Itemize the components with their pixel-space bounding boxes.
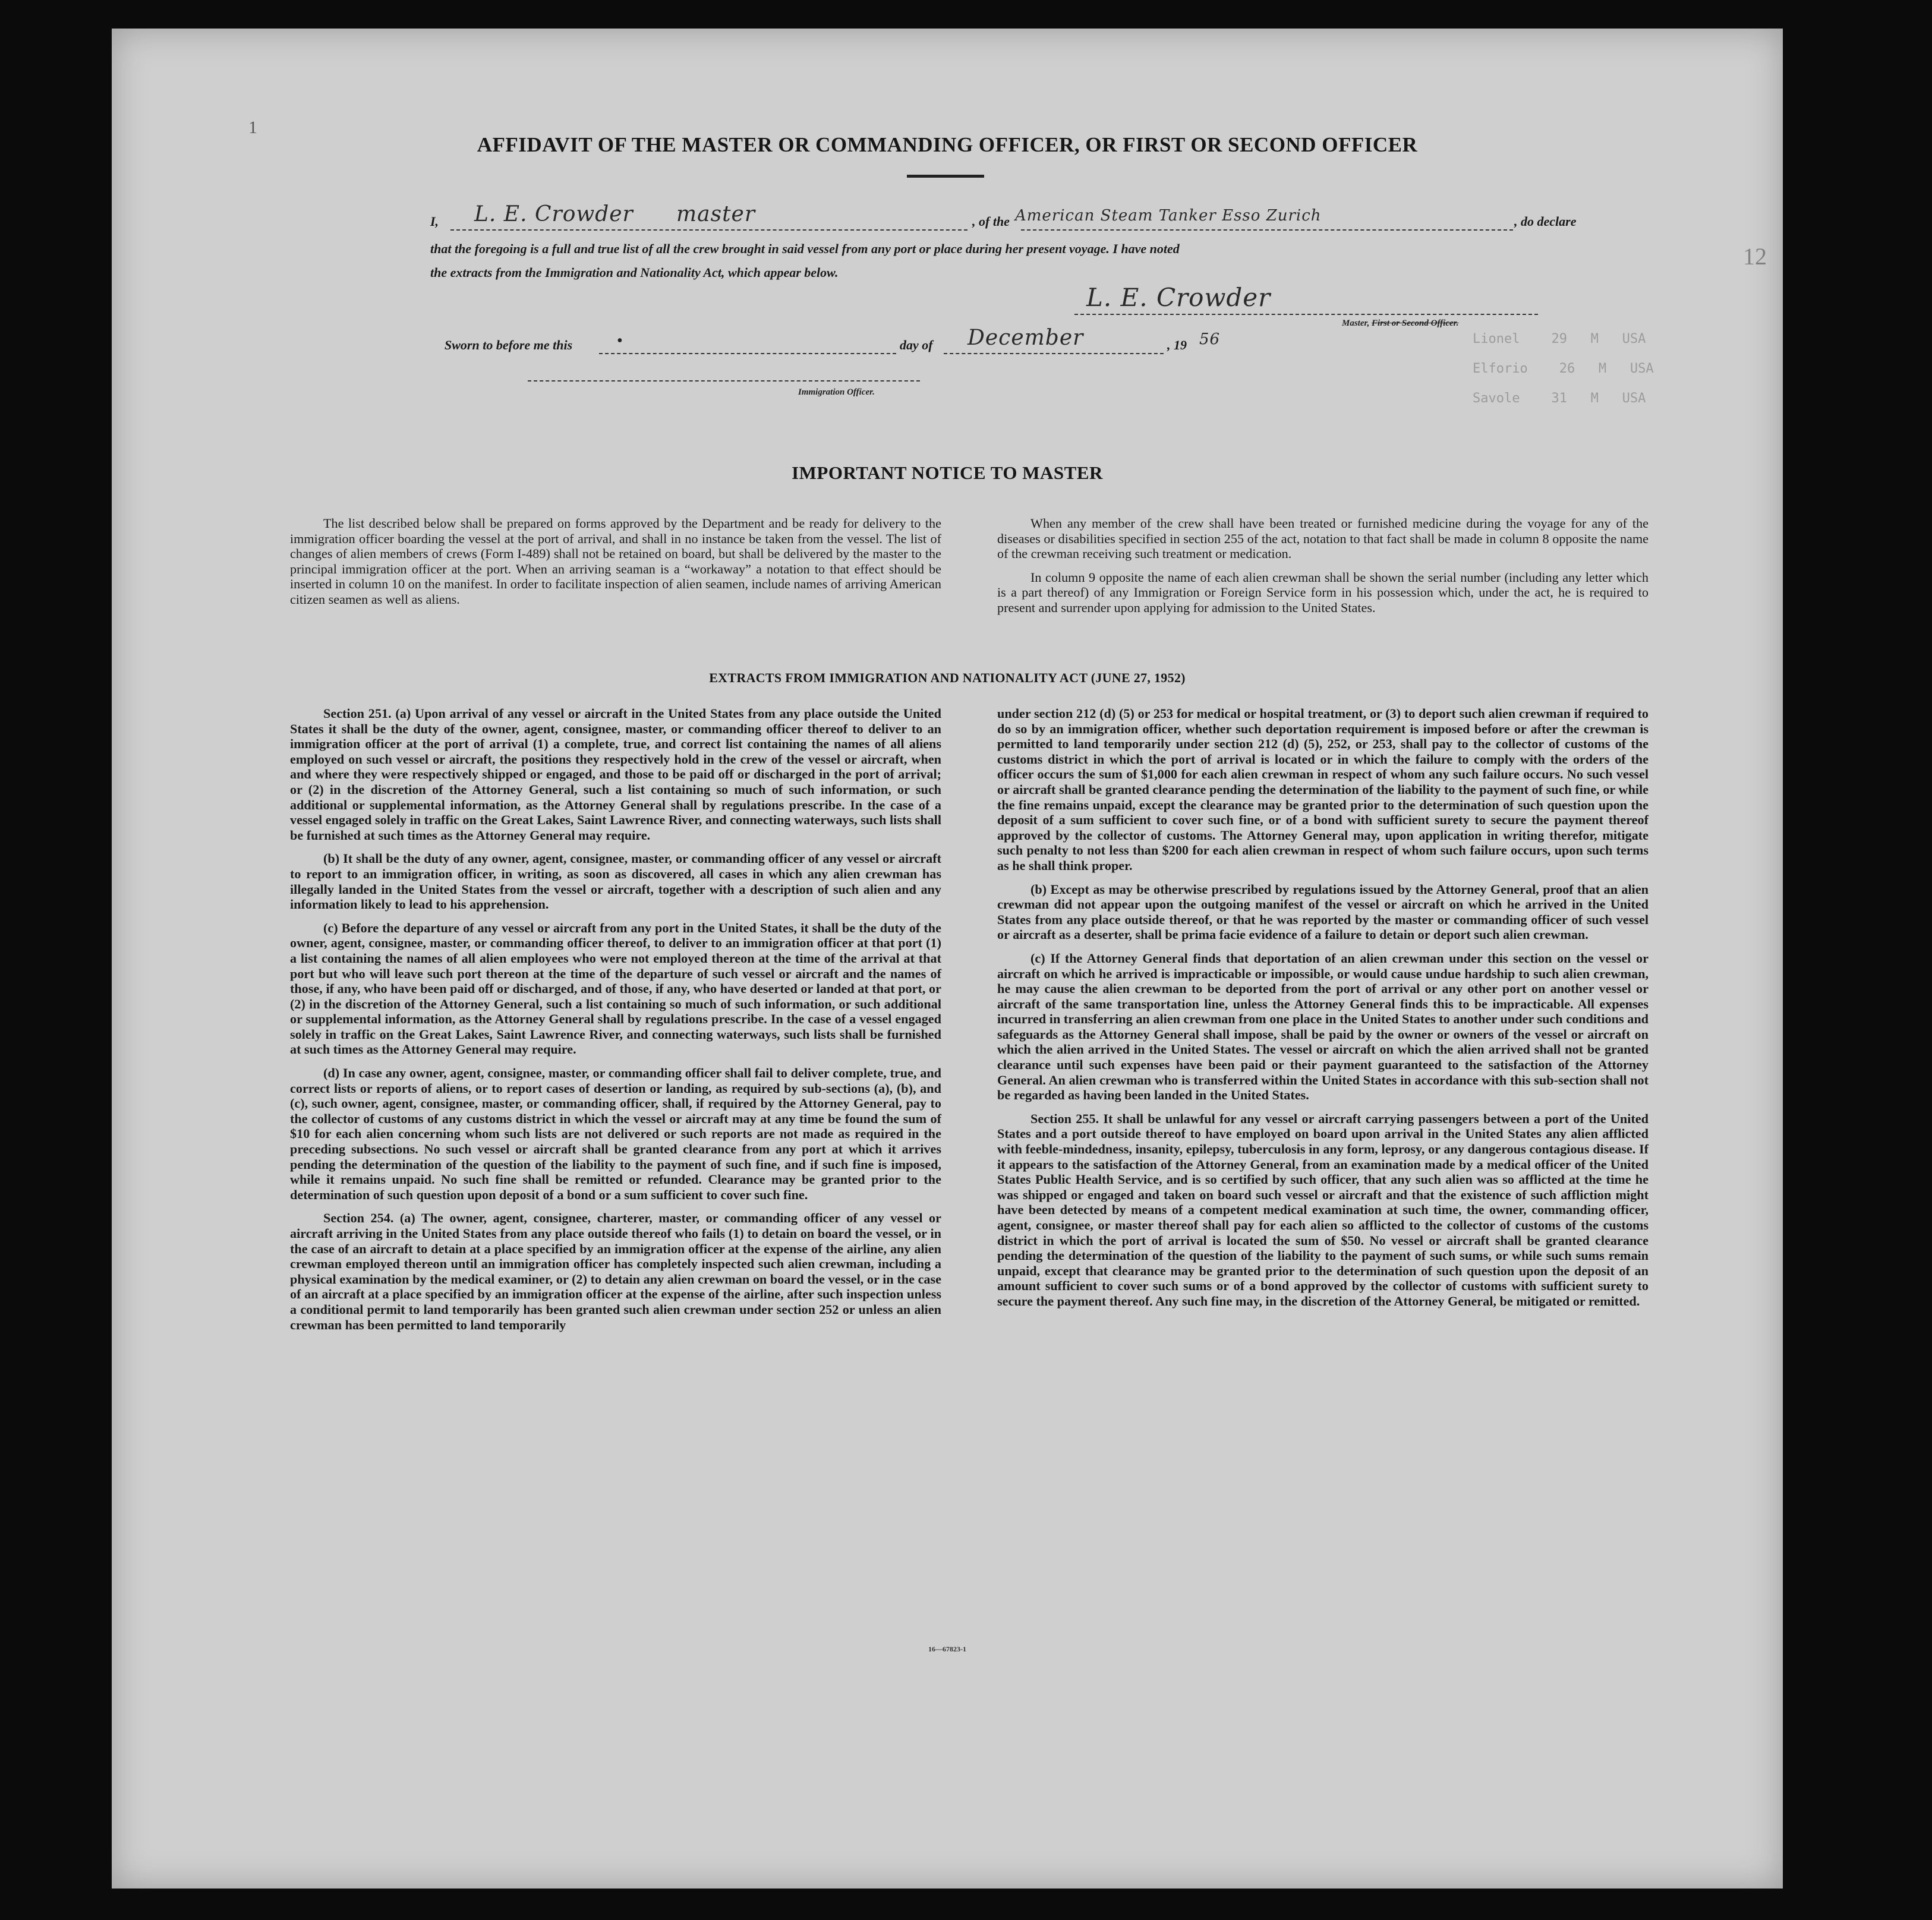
- extracts-right-column: [997, 706, 1649, 1317]
- section-255: Section 255. It shall be unlawful for any vessel or aircraft carrying passengers between a port of the United States and a port outside thereof to have employed on board upon arrival in the United States any alien afflicted with feeble-mindedness, insanity, epilepsy, tuberculosis in any form, leprosy, or any dangerous contagious disease. If it appears to the satisfaction of the Attorney General, from an examination made by a medical officer of the United States Public Health Service, and is so certified by such officer, that any such alien was so afflicted at the time he was shipped or engaged and taken on board such vessel or aircraft and that the existence of such affliction might have been detected by means of a competent medical examination at such time, the owner, commanding officer, agent, consignee, or master thereof shall pay for each alien so afflicted to the collector of customs of the customs district in which the port of arrival is located the sum of $50. No vessel or aircraft shall be granted clearance pending the determination of the question of the liability to the payment of such sums, or while such sums remain unpaid, except that clearance may be granted prior to the determination of such question upon the deposit of an amount sufficient to cover such sums or of a bond approved by the collector of customs with sufficient surety to secure the payment thereof. Any such fine may, in the discretion of the Attorney General, be mitigated or remitted.: [997, 1111, 1649, 1309]
- section-251-d: (d) In case any owner, agent, consignee, master, or commanding officer shall fail to deliver complete, true, and correct lists or reports of aliens, or to report cases of desertion or landing, as required by sub-sections (a), (b), and (c), such owner, agent, consignee, master, or commanding officer, shall, if required by the Attorney General, pay to the collector of customs of any customs district in which the vessel or aircraft may at any time be found the sum of $10 for each alien concerning whom such lists are not delivered or such reports are not made as required in the preceding subsections. No such vessel or aircraft shall be granted clearance from any port at which it arrives pending the determination of the question of the liability to the payment of such fine, and if such fine is imposed, while it remains unpaid. No such fine shall be remitted or refunded. Clearance may be granted prior to the determination of such question upon deposit of a bond or a sum sufficient to cover such fine.: [290, 1065, 941, 1202]
- extracts-heading: EXTRACTS FROM IMMIGRATION AND NATIONALITY ACT (JUNE 27, 1952): [709, 670, 1186, 685]
- section-251-c: (c) Before the departure of any vessel or aircraft from any port in the United States, it shall be the duty of the owner, agent, consignee, master, or commanding officer thereof, to deliver to an immigration officer at that port (1) a list containing the names of all alien employees who were not employed thereon at the time of the arrival at that port but who will leave such port thereon at the time of the departure of such vessel or aircraft and the names of those, if any, who have been paid off or discharged, and of those, if any, who have deserted or landed at that port, or (2) in the discretion of the Attorney General, such a list containing so much of such information, or such additional or supplemental information, as the Attorney General shall by regulations prescribe. In the case of a vessel engaged solely in traffic on the Great Lakes, Saint Lawrence River, and connecting waterways, such lists shall be furnished at such times as the Attorney General may require.: [290, 920, 941, 1057]
- handwritten-signature: L. E. Crowder: [1086, 283, 1271, 312]
- notice-left-paragraph: The list described below shall be prepared on forms approved by the Department and be ready for delivery to the immigration officer boarding the vessel at the port of arrival, and shall in no instance be taken from the vessel. The list of changes of alien members of crews (Form I-489) shall not be retained on board, but shall be delivered by the master to the principal immigration officer at the port. When an arriving seaman is a “workaway” a notation to that effect should be inserted in column 10 on the manifest. In order to facilitate inspection of alien seamen, include names of arriving American citizen seamen as well as aliens.: [290, 516, 941, 607]
- notice-right-paragraph-1: When any member of the crew shall have been treated or furnished medicine during the voyage for any of the diseases or disabilities specified in section 255 of the act, notation to that fact shall be made in column 8 opposite the name of the crewman receiving such treatment or medication.: [997, 516, 1649, 562]
- day-of-label: day of: [900, 338, 933, 352]
- affidavit-prefix: I,: [430, 214, 439, 229]
- bleed-through-text: Savole 31 M USA: [1473, 391, 1646, 406]
- sworn-prefix: Sworn to before me this: [445, 338, 573, 352]
- section-254-a: Section 254. (a) The owner, agent, consignee, charterer, master, or commanding officer of any vessel or aircraft arriving in the United States from any place outside thereof who fails (1) to detain on board the vessel, or in the case of an aircraft to detain at a place specified by an immigration officer at the expense of the airline, any alien crewman employed thereon until an immigration officer has completely inspected such alien crewman, including a physical examination by the medical examiner, or (2) to detain any alien crewman on board the vessel, or in the case of an aircraft at a place specified by an immigration officer at the expense of the airline, after such inspection unless a conditional permit to land temporarily has been granted such alien crewman under section 252 or unless an alien crewman has been permitted to land temporarily: [290, 1210, 941, 1332]
- handwritten-name: L. E. Crowder: [474, 202, 634, 226]
- officer-line: [528, 380, 920, 382]
- notice-left-column: [290, 516, 941, 616]
- month-line: [944, 353, 1164, 354]
- extracts-left-column: [290, 706, 941, 1341]
- declare-label: , do declare: [1514, 214, 1577, 229]
- name-line: [450, 229, 967, 231]
- section-251-b: (b) It shall be the duty of any owner, agent, consignee, master, or commanding officer of any vessel or aircraft to report to an immigration officer, in writing, as soon as discovered, all cases in which any alien crewman has illegally landed in the United States from the vessel or aircraft, together with a description of such alien and any information likely to lead to his apprehension.: [290, 851, 941, 912]
- title-rule: [907, 175, 984, 178]
- caption-struck-officer: First or Second Officer.: [1372, 319, 1459, 328]
- notice-right-column: [997, 516, 1649, 624]
- handwritten-rank: master: [676, 202, 756, 226]
- signature-caption: [1342, 319, 1458, 329]
- caption-master: Master,: [1342, 319, 1370, 328]
- notice-heading: IMPORTANT NOTICE TO MASTER: [792, 462, 1103, 483]
- section-254-c: (c) If the Attorney General finds that deportation of an alien crewman under this section on the vessel or aircraft on which he arrived is impracticable or impossible, or would cause undue hardship to such alien crewman, he may cause the alien crewman to be deported from the port of arrival or any other port on another vessel or aircraft of the same transportation line, unless the Attorney General finds this to be impracticable. All expenses incurred in transferring an alien crewman from one place in the United States to another under such conditions and safeguards as the Attorney General shall impose, shall be paid by the owner or owners of the vessel or aircraft on which the alien arrived in the United States. The vessel or aircraft on which the alien arrived shall not be granted clearance until such expenses have been paid or their payment guaranteed to the satisfaction of the Attorney General. An alien crewman who is transferred within the United States in accordance with this sub-section shall not be regarded as having been landed in the United States.: [997, 950, 1649, 1103]
- margin-mark-right: 12: [1743, 243, 1767, 270]
- section-254-a-continued: under section 212 (d) (5) or 253 for medical or hospital treatment, or (3) to deport such alien crewman if required to do so by an immigration officer, whether such deportation requirement is imposed before or after the crewman is permitted to land temporarily under section 212 (d) (5), 252, or 253, shall pay to the collector of customs of the customs district in which the port of arrival is located or in which the failure to comply with the orders of the officer occurs the sum of $1,000 for each alien crewman in respect of whom any such failure occurs. No such vessel or aircraft shall be granted clearance pending the determination of the liability to the payment of such fine, or while the fine remains unpaid, except the clearance may be granted prior to the determination of such question upon the deposit of a sum sufficient to cover such fine, or of a bond with sufficient surety to secure the payment thereof approved by the collector of customs. The Attorney General may, upon application in writing therefor, mitigate such penalty to not less than $200 for each alien crewman in respect of whom such failure occurs, upon such terms as he shall think proper.: [997, 706, 1649, 873]
- affidavit-statement-line-2: the extracts from the Immigration and Nationality Act, which appear below.: [430, 265, 839, 280]
- year-prefix: , 19: [1167, 338, 1187, 352]
- vessel-line: [1021, 229, 1513, 231]
- officer-caption: Immigration Officer.: [798, 387, 875, 397]
- of-the-label: , of the: [972, 214, 1010, 229]
- handwritten-year: 56: [1199, 330, 1221, 348]
- sworn-day-line: [599, 353, 896, 354]
- handwritten-vessel: American Steam Tanker Esso Zurich: [1015, 207, 1322, 225]
- notice-right-paragraph-2: In column 9 opposite the name of each alien crewman shall be shown the serial number (including any letter which is a part thereof) of any Immigration or Foreign Service form in his possession which, under the act, he is required to present and surrender upon applying for admission to the United States.: [997, 569, 1649, 615]
- section-254-b: (b) Except as may be otherwise prescribed by regulations issued by the Attorney General, proof that an alien crewman did not appear upon the outgoing manifest of the vessel or aircraft on which he arrived in the United States from any place outside thereof, or that he was reported by the master or commanding officer of such vessel or aircraft as a deserter, shall be prima facie evidence of a failure to detain or deport such alien crewman.: [997, 881, 1649, 942]
- affidavit-title: AFFIDAVIT OF THE MASTER OR COMMANDING OFFICER, OR FIRST OR SECOND OFFICER: [477, 133, 1418, 156]
- form-code: 16—67823-1: [928, 1645, 966, 1653]
- bleed-through-text: Elforio 26 M USA: [1473, 361, 1654, 376]
- document-sheet: [112, 29, 1783, 1889]
- margin-mark: 1: [248, 118, 257, 137]
- affidavit-statement-line-1: that the foregoing is a full and true list of all the crew brought in said vessel from any port or place during her present voyage. I have noted: [430, 241, 1180, 256]
- handwritten-month: December: [967, 326, 1084, 350]
- sworn-day-mark: •: [617, 332, 623, 350]
- bleed-through-text: Lionel 29 M USA: [1473, 332, 1646, 346]
- section-251-a: Section 251. (a) Upon arrival of any vessel or aircraft in the United States from any place outside the United States it shall be the duty of the owner, agent, consignee, master, or commanding officer thereof to deliver to an immigration officer at the port of arrival (1) a complete, true, and correct list containing the names of all aliens employed on such vessel or aircraft, the positions they respectively hold in the crew of the vessel or aircraft, when and where they were respectively shipped or engaged, and those to be paid off or discharged in the port of arrival; or (2) in the discretion of the Attorney General, such a list containing so much of such information, or such additional or supplemental information, as the Attorney General shall by regulations prescribe. In the case of a vessel engaged solely in traffic on the Great Lakes, Saint Lawrence River, and connecting waterways, such lists shall be furnished at such times as the Attorney General may require.: [290, 706, 941, 843]
- signature-line: [1074, 314, 1538, 315]
